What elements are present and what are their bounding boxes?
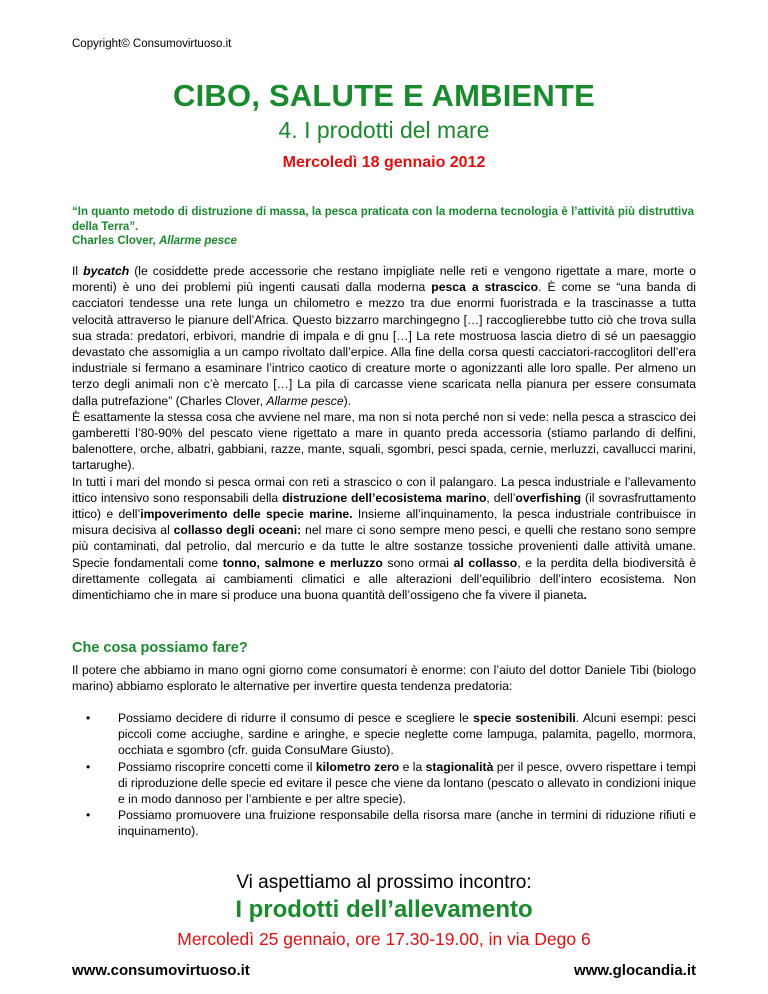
term-specie-sostenibili: specie sostenibili — [473, 711, 576, 725]
author-name: Charles Clover, — [72, 235, 159, 247]
epigraph-author — [72, 235, 237, 247]
text-span: sono ormai — [382, 555, 454, 570]
text-span: . — [583, 588, 587, 603]
term-collasso-oceani: collasso degli oceani: — [173, 523, 302, 538]
author-book: Allarme pesce — [158, 235, 237, 247]
section-intro: Il potere che abbiamo in mano ogni giorno come consumatori è enorme: con l’aiuto del dottor Daniele Tibi (biologo marino) abbiamo esplorato le alternative per invertire questa tendenza predatoria: — [72, 663, 696, 694]
term-distruzione: distruzione dell’ecosistema marino — [282, 490, 487, 505]
text-span: Possiamo promuovere una fruizione responsabile della risorsa mare (anche in termini di riduzione rifiuti e inquinamento). — [118, 808, 696, 839]
text-span: (il sovrasfruttamento ittico) e dell’ — [72, 490, 696, 522]
epigraph-quote: “In quanto metodo di distruzione di massa, la pesca praticata con la moderna tecnologia è l’attività più distruttiva della Terra”. — [72, 206, 694, 233]
text-span: nel mare ci sono sempre meno pesci, e quelli che restano sono sempre più contaminati, dal petrolio, dal mercurio e da tutte le altre sostanze tossiche provenienti dalle attività umane. Specie fondamentali come — [72, 523, 696, 570]
page-subtitle: 4. I prodotti del mare — [278, 117, 490, 143]
list-item — [72, 710, 696, 759]
footer-link-consumovirtuoso[interactable]: www.consumovirtuoso.it — [72, 962, 250, 979]
section-heading: Che cosa possiamo fare? — [72, 640, 248, 656]
body-text — [72, 263, 696, 603]
text-span: Possiamo decidere di ridurre il consumo di pesce e scegliere le — [118, 711, 474, 725]
text-span: . È come se “una banda di cacciatori tendesse una rete lunga un chilometro e mezzo tra due enormi fuoristrada e la trascinasse a tutta velocità attraverso le pianure dell’Africa. Questo bizzarro marchingegno […] raccoglierebbe tutto ciò che trova sulla sua strada: predatori, erbivori, mandrie di impala e di gnu […] La rete mostruosa lascia dietro di sé un paesaggio devastato che assomiglia a un campo rivoltato dall’erpice. Alla fine della corsa questi cacciatori-raccoglitori dell’era industriale si fermano a esaminare l’intrico caotico di creature morte o agonizzanti alle loro spalle. Per almeno un terzo degli animali non c’è mercato […] La pila di carcasse viene scaricata nella pianura per essere consumata dalla putrefazione” (Charles Clover, — [72, 280, 696, 408]
text-span: ). — [343, 393, 352, 408]
term-pesca-strascico: pesca a strascico — [431, 280, 539, 295]
list-item — [72, 807, 696, 839]
term-al-collasso: al collasso — [453, 555, 518, 570]
paragraph-bycatch — [72, 263, 696, 409]
text-span: , e la perdita della biodiversità è direttamente collegata ai cambiamenti climatici e alle alterazioni dell’equilibrio dell’intero ecosistema. Non dimentichiamo che in mare si produce una buona quantità dell’ossigeno che fa vivere il pianeta — [72, 555, 696, 603]
text-span: In tutti i mari del mondo si pesca ormai con reti a strascico o con il palangaro. La pesca industriale e l’allevamento ittico intensivo sono responsabili della — [72, 474, 696, 505]
page-title: CIBO, SALUTE E AMBIENTE — [173, 78, 595, 113]
text-span: , dell’ — [486, 490, 516, 505]
book-title: Allarme pesce — [266, 393, 344, 408]
footer-link-glocandia[interactable]: www.glocandia.it — [574, 962, 696, 979]
text-span: Il — [72, 264, 84, 278]
event-date: Mercoledì 18 gennaio 2012 — [282, 154, 486, 171]
next-event-title: I prodotti dell’allevamento — [235, 896, 533, 923]
bullet-icon: • — [86, 711, 91, 725]
term-overfishing: overfishing — [515, 490, 582, 505]
term-bycatch: bycatch — [83, 264, 130, 278]
text-span: . Alcuni esempi: pesci piccoli come acciughe, sardine e aringhe, e specie neglette come lampuga, palamita, pagello, mormora, occhiata e sgombro (cfr. guida ConsuMare Giusto). — [118, 711, 696, 758]
copyright-notice: Copyright© Consumovirtuoso.it — [72, 38, 232, 50]
bullet-icon: • — [86, 808, 91, 823]
text-span: (le cosiddette prede accessorie che restano impigliate nelle reti e vengono rigettate a mare, morte o morenti) è uno dei problemi più ingenti causati dalla moderna — [72, 264, 696, 295]
term-stagionalita: stagionalità — [425, 759, 494, 774]
text-span: e la — [399, 759, 426, 774]
action-list — [72, 710, 696, 840]
paragraph-industrial-fishing — [72, 474, 696, 604]
next-event-intro: Vi aspettiamo al prossimo incontro: — [236, 872, 532, 893]
term-impoverimento: impoverimento delle specie marine. — [140, 507, 353, 522]
term-kilometro-zero: kilometro zero — [315, 759, 400, 774]
text-span: Insieme all’inquinamento, la pesca industriale contribuisce in misura decisiva al — [72, 507, 696, 538]
bullet-icon: • — [86, 759, 91, 774]
list-item — [72, 759, 696, 808]
term-species: tonno, salmone e merluzzo — [222, 555, 383, 570]
paragraph-shrimp: È esattamente la stessa cosa che avviene nel mare, ma non si nota perché non si vede: nella pesca a strascico dei gamberetti l’80-90% del pescato viene rigettato a mare in quanto preda accessoria (stiamo parlando di delfini, balenottere, orche, albatri, gabbiani, razze, mante, squali, sgombri, pesci spada, cernie, merluzzi, cavallucci marini, tartarughe). — [72, 409, 696, 473]
text-span: Possiamo riscoprire concetti come il — [118, 759, 316, 774]
text-span: per il pesce, ovvero rispettare i tempi di riproduzione delle specie ed evitare il pesce che viene da lontano (pescato o allevato in condizioni inique e in modo dannoso per l’ambiente e per altre specie). — [118, 759, 696, 807]
next-event-date: Mercoledì 25 gennaio, ore 17.30-19.00, in via Dego 6 — [177, 929, 591, 949]
